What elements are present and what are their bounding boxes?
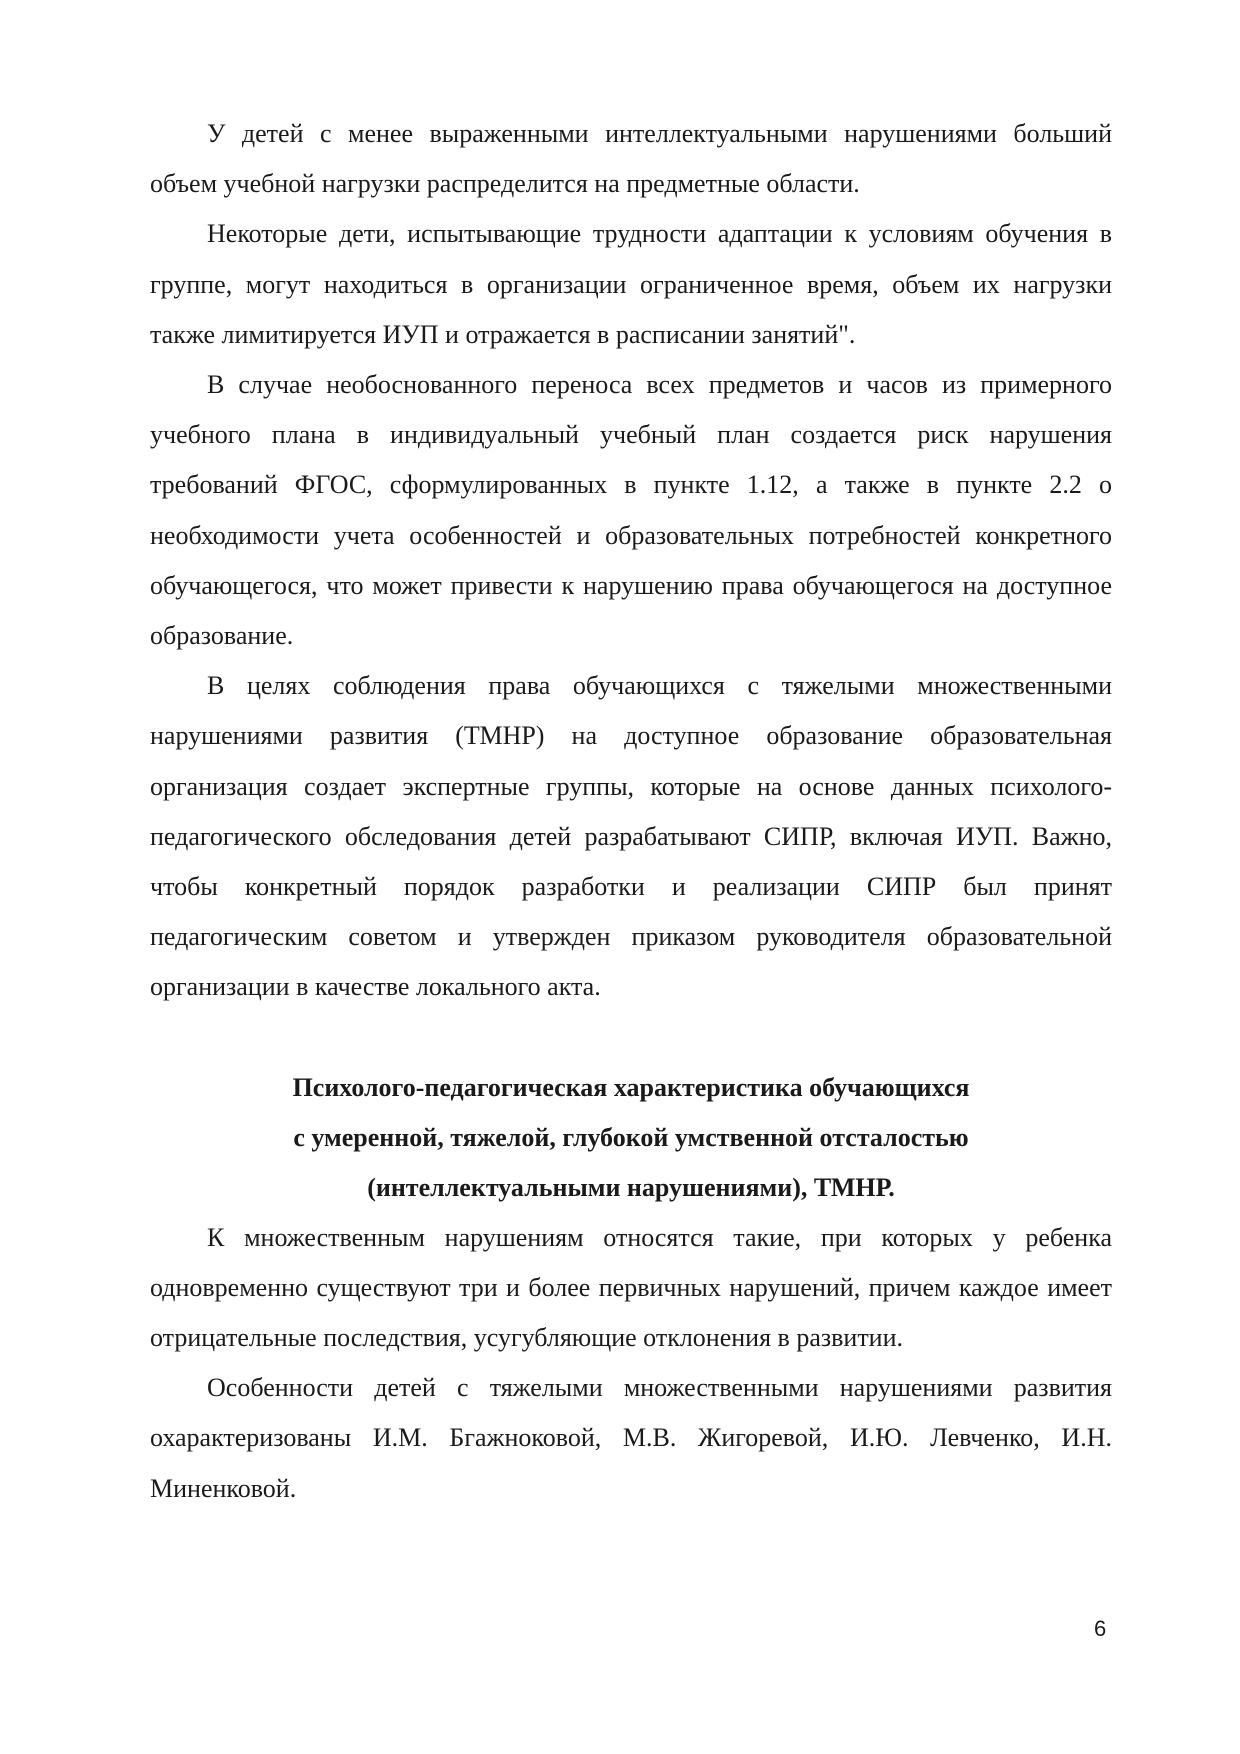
paragraph-4: В целях соблюдения права обучающихся с тяжелыми множественными нарушениями развития (ТМНР) на доступное образование образовательная организация создает экспертные группы, которые на основе данных психолого-педагогического обследования детей разрабатывают СИПР, включая ИУП. Важно, чтобы конкретный порядок разработки и реализации СИПР был принят педагогическим советом и утвержден приказом руководителя образовательной организации в качестве локального акта. [150,671,1112,1002]
paragraph-6: Особенности детей с тяжелыми множественными нарушениями развития охарактеризованы И.М. Бгажноковой, М.В. Жигоревой, И.Ю. Левченко, И.Н. Миненковой. [150,1373,1112,1503]
paragraph-5: К множественным нарушениям относятся такие, при которых у ребенка одновременно существуют три и более первичных нарушений, причем каждое имеет отрицательные последствия, усугубляющие отклонения в развитии. [150,1222,1112,1353]
section-heading-line-3: (интеллектуальными нарушениями), ТМНР. [367,1172,895,1202]
section-heading-line-1: Психолого-педагогическая характеристика обучающихся [292,1072,970,1102]
paragraph-2: Некоторые дети, испытывающие трудности адаптации к условиям обучения в группе, могут находиться в организации ограниченное время, объем их нагрузки также лимитируется ИУП и отражается в расписании занятий". [150,219,1112,349]
paragraph-3: В случае необоснованного переноса всех предметов и часов из примерного учебного плана в индивидуальный учебный план создается риск нарушения требований ФГОС, сформулированных в пункте 1.12, а также в пункте 2.2 о необходимости учета особенностей и образовательных потребностей конкретного обучающегося, что может привести к нарушению права обучающегося на доступное образование. [150,370,1112,651]
section-heading [150,1013,1112,1213]
paragraph-1: У детей с менее выраженными интеллектуальными нарушениями больший объем учебной нагрузки распределится на предметные области. [150,119,1112,199]
document-page [150,109,1112,1514]
page-number: 6 [1094,1616,1107,1641]
section-heading-line-2: с умеренной, тяжелой, глубокой умственной отсталостью [293,1122,969,1152]
